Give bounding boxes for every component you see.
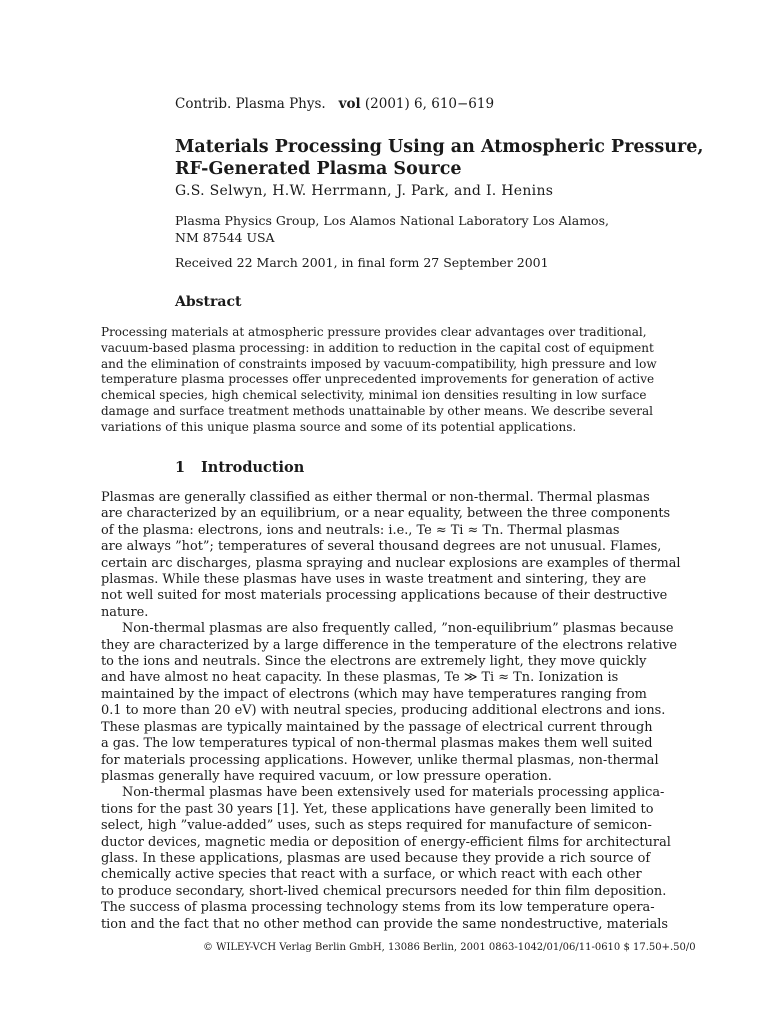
author-list: G.S. Selwyn, H.W. Herrmann, J. Park, and I. Henins xyxy=(175,183,554,199)
affiliation-line: Plasma Physics Group, Los Alamos National Laboratory Los Alamos, xyxy=(175,213,609,228)
section-heading xyxy=(175,459,304,476)
body-line: These plasmas are typically maintained by the passage of electrical current through xyxy=(101,719,653,735)
body-text xyxy=(101,490,681,933)
body-line: nature. xyxy=(101,604,149,620)
copyright-footer: © WILEY-VCH Verlag Berlin GmbH, 13086 Berlin, 2001 0863-1042/01/06/11-0610 $ 17.50+.50/0 xyxy=(203,942,696,953)
body-line: tion and the fact that no other method can provide the same nondestructive, materials xyxy=(101,916,669,932)
body-line: Non-thermal plasmas have been extensively used for materials processing applica- xyxy=(122,785,665,801)
abstract-line: variations of this unique plasma source and some of its potential applications. xyxy=(101,419,577,434)
journal-vol-label: vol xyxy=(338,96,361,112)
affiliation-line: NM 87544 USA xyxy=(175,230,275,245)
body-line: chemically active species that react with a surface, or which react with each other xyxy=(101,867,642,883)
received-date: Received 22 March 2001, in final form 27 September 2001 xyxy=(175,255,549,270)
body-line: they are characterized by a large difference in the temperature of the electrons relative xyxy=(101,637,677,653)
body-line: maintained by the impact of electrons (which may have temperatures ranging from xyxy=(101,686,647,702)
section-number: 1 xyxy=(175,459,186,476)
body-line: tions for the past 30 years [1]. Yet, these applications have generally been limited to xyxy=(101,801,654,817)
journal-name: Contrib. Plasma Phys. xyxy=(175,96,326,112)
abstract-line: damage and surface treatment methods unattainable by other means. We describe several xyxy=(101,403,653,418)
journal-issue: (2001) 6, 610−619 xyxy=(364,96,495,112)
body-line: of the plasma: electrons, ions and neutrals: i.e., Te ≈ Ti ≈ Tn. Thermal plasmas xyxy=(101,522,620,538)
affiliation xyxy=(175,212,609,246)
abstract-line: Processing materials at atmospheric pressure provides clear advantages over traditional, xyxy=(101,325,647,339)
body-line: a gas. The low temperatures typical of non-thermal plasmas makes them well suited xyxy=(101,736,653,752)
body-line: are always ”hot”; temperatures of several thousand degrees are not unusual. Flames, xyxy=(101,539,662,555)
body-line: plasmas generally have required vacuum, or low pressure operation. xyxy=(101,768,552,784)
body-line: The success of plasma processing technology stems from its low temperature opera- xyxy=(101,900,655,916)
abstract-text xyxy=(101,325,657,436)
body-line: Plasmas are generally classified as either thermal or non-thermal. Thermal plasmas xyxy=(101,490,650,505)
body-line: not well suited for most materials processing applications because of their destructive xyxy=(101,588,668,604)
abstract-heading: Abstract xyxy=(175,294,242,310)
abstract-line: vacuum-based plasma processing: in addition to reduction in the capital cost of equipment xyxy=(101,340,654,355)
body-line: to produce secondary, short-lived chemical precursors needed for thin film deposition. xyxy=(101,883,667,899)
journal-citation xyxy=(175,96,494,112)
body-line: ductor devices, magnetic media or deposition of energy-efficient films for architectural xyxy=(101,834,671,850)
paper-title xyxy=(175,136,704,180)
body-line: and have almost no heat capacity. In these plasmas, Te ≫ Ti ≈ Tn. Ionization is xyxy=(101,670,619,686)
body-line: are characterized by an equilibrium, or a near equality, between the three components xyxy=(101,506,671,522)
title-line: Materials Processing Using an Atmospheric Pressure, xyxy=(175,137,704,157)
body-line: select, high ”value-added” uses, such as steps required for manufacture of semicon- xyxy=(101,818,652,834)
title-line: RF-Generated Plasma Source xyxy=(175,159,462,179)
body-line: plasmas. While these plasmas have uses in waste treatment and sintering, they are xyxy=(101,572,647,588)
body-line: 0.1 to more than 20 eV) with neutral species, producing additional electrons and ions. xyxy=(101,703,666,719)
body-line: to the ions and neutrals. Since the electrons are extremely light, they move quickly xyxy=(101,654,647,670)
abstract-line: and the elimination of constraints imposed by vacuum-compatibility, high pressure and low xyxy=(101,356,657,371)
abstract-line: chemical species, high chemical selectivity, minimal ion densities resulting in low surface xyxy=(101,388,647,403)
body-line: certain arc discharges, plasma spraying and nuclear explosions are examples of thermal xyxy=(101,555,681,571)
body-line: Non-thermal plasmas are also frequently called, ”non-equilibrium” plasmas because xyxy=(122,621,674,637)
abstract-line: temperature plasma processes offer unprecedented improvements for generation of active xyxy=(101,372,655,387)
body-line: glass. In these applications, plasmas are used because they provide a rich source of xyxy=(101,850,651,866)
section-title: Introduction xyxy=(201,459,305,476)
body-line: for materials processing applications. However, unlike thermal plasmas, non-thermal xyxy=(101,752,659,768)
